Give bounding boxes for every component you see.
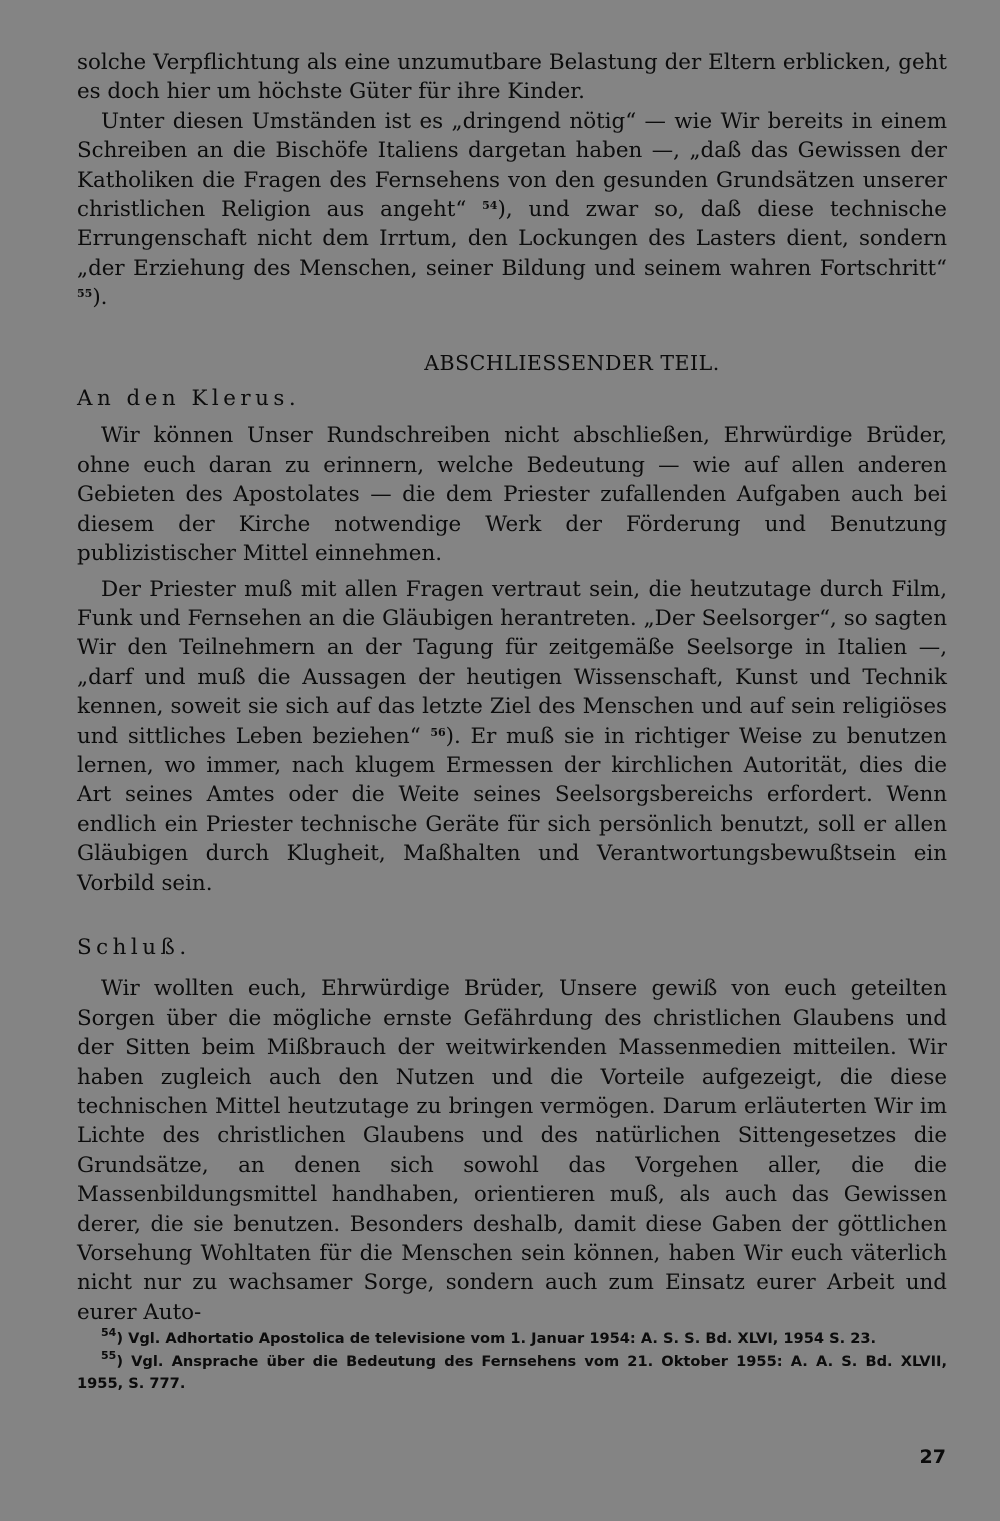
- paragraph-continued: solche Verpflichtung als eine unzumutbare Belastung der Eltern erblicken, geht es doch hier um höchste Güter für ihre Kinder.: [77, 50, 947, 105]
- footnote-number: 55: [101, 1348, 117, 1362]
- section-heading: ABSCHLIESSENDER TEIL.: [424, 350, 720, 375]
- paragraph-television-conscience: [77, 107, 947, 313]
- footnote-text: ) Vgl. Ansprache über die Bedeutung des Fernsehens vom 21. Oktober 1955: A. A. S. Bd. XLVII, 1955, S. 777.: [77, 1352, 947, 1392]
- footnote-54: [77, 1328, 947, 1351]
- body-text: [77, 48, 947, 1327]
- paragraph-text: ), und zwar so, daß diese technische Errungenschaft nicht dem Irrtum, den Lockungen des Lasters dient, sondern „der Erziehung des Menschen, seiner Bildung und seinem wahren Fortschritt“: [77, 197, 947, 281]
- paragraph-text: ).: [92, 285, 108, 311]
- paragraph-text: Unter diesen Umständen ist es „dringend nötig“ — wie Wir bereits in einem Schreiben an die Bischöfe Italiens dargetan haben —, „daß das Gewissen der Katholiken die Fragen des Fernsehens von den gesunden Grundsätzen unserer christlichen Religion aus angeht“: [77, 108, 947, 223]
- paragraph-text: ). Er muß sie in richtiger Weise zu benutzen lernen, wo immer, nach klugem Ermessen der kirchlichen Autorität, dies die Art seines Amtes oder die Weite seines Seelsorgsbereichs erfordert. Wenn endlich ein Priester technische Geräte für sich persönlich benutzt, soll er allen Gläubigen durch Klugheit, Maßhalten und Verantwortungsbewußtsein ein Vorbild sein.: [77, 723, 947, 896]
- footnote-text: ) Vgl. Adhortatio Apostolica de televisione vom 1. Januar 1954: A. S. S. Bd. XLVI, 1954 S. 23.: [116, 1330, 877, 1347]
- footnote-55: [77, 1348, 947, 1396]
- subheading-clergy: An den Klerus.: [77, 386, 301, 412]
- paragraph-clergy-intro: Wir können Unser Rundschreiben nicht abschließen, Ehrwürdige Brüder, ohne euch daran zu erinnern, welche Bedeutung — wie auf allen anderen Gebieten des Apostolates — die dem Priester zufallenden Aufgaben auch bei diesem der Kirche notwendige Werk der Förderung und Benutzung publizistischer Mittel einnehmen.: [77, 423, 947, 567]
- footnote-ref-56: 56: [430, 725, 446, 739]
- paragraph-priest-duties: [77, 575, 947, 898]
- footnote-number: 54: [101, 1326, 117, 1339]
- paragraph-text: Der Priester muß mit allen Fragen vertraut sein, die heutzutage durch Film, Funk und Fernsehen an die Gläubigen herantreten. „Der Seelsorger“, so sagten Wir den Teilnehmern an der Tagung für zeitgemäße Seelsorge in Italien —, „darf und muß die Aussagen der heutigen Wissenschaft, Kunst und Technik kennen, soweit sie sich auf das letzte Ziel des Menschen und auf sein religiöses und sittliches Leben beziehen“: [77, 576, 947, 749]
- footnote-ref-55: 55: [77, 287, 93, 301]
- paragraph-conclusion: Wir wollten euch, Ehrwürdige Brüder, Unsere gewiß von euch geteilten Sorgen über die mögliche ernste Gefährdung des christlichen Glaubens und der Sitten beim Mißbrauch der weitwirkenden Massenmedien mitteilen. Wir haben zugleich auch den Nutzen und die Vorteile aufgezeigt, die diese technischen Mittel heutzutage zu bringen vermögen. Darum erläuterten Wir im Lichte des christlichen Glaubens und des natürlichen Sittengesetzes die Grundsätze, an denen sich sowohl das Vorgehen aller, die die Massenbildungsmittel handhaben, orientieren muß, als auch das Gewissen derer, die sie benutzen. Besonders deshalb, damit diese Gaben der göttlichen Vorsehung Wohltaten für die Menschen sein können, haben Wir euch väterlich nicht nur zu wachsamer Sorge, sondern auch zum Einsatz eurer Arbeit und eurer Auto-: [77, 976, 947, 1325]
- page-number: 27: [919, 1446, 946, 1468]
- subheading-conclusion: Schluß.: [77, 934, 191, 960]
- footnotes: [77, 1328, 947, 1396]
- footnote-ref-54: 54: [482, 199, 498, 213]
